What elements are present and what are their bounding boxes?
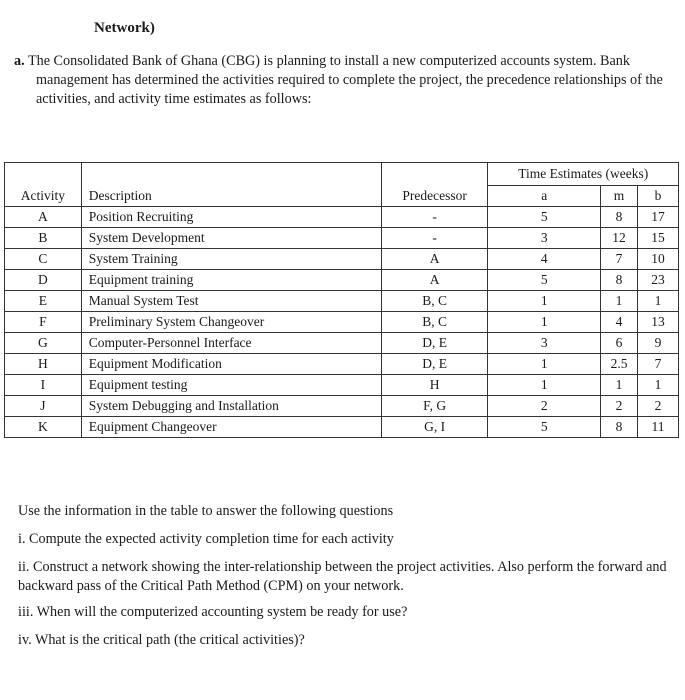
predecessor-cell: -: [381, 228, 488, 249]
most-likely-header: m: [601, 186, 638, 207]
blank-cell: [381, 163, 488, 186]
predecessor-cell: B, C: [381, 312, 488, 333]
pessimistic-header: b: [638, 186, 679, 207]
question-2: ii. Construct a network showing the inter-relationship between the project activities. Also perform the forward and backward pass of the Critical Path Method (CPM) on your network.: [18, 559, 667, 594]
most-likely-time-cell: 1: [601, 375, 638, 396]
optimistic-time-cell: 3: [488, 228, 601, 249]
description-cell: Preliminary System Changeover: [81, 312, 381, 333]
table-row: [5, 333, 679, 354]
section-heading: Network): [94, 20, 155, 36]
table-row: [5, 249, 679, 270]
activity-cell: K: [5, 417, 82, 438]
predecessor-cell: H: [381, 375, 488, 396]
problem-intro: [14, 52, 669, 109]
description-cell: System Debugging and Installation: [81, 396, 381, 417]
predecessor-cell: B, C: [381, 291, 488, 312]
pessimistic-time-cell: 23: [638, 270, 679, 291]
activity-cell: A: [5, 207, 82, 228]
optimistic-time-cell: 2: [488, 396, 601, 417]
predecessor-cell: D, E: [381, 333, 488, 354]
description-header: Description: [81, 186, 381, 207]
activity-cell: D: [5, 270, 82, 291]
most-likely-time-cell: 7: [601, 249, 638, 270]
optimistic-time-cell: 4: [488, 249, 601, 270]
predecessor-cell: -: [381, 207, 488, 228]
optimistic-time-cell: 3: [488, 333, 601, 354]
description-cell: Equipment training: [81, 270, 381, 291]
optimistic-time-cell: 1: [488, 354, 601, 375]
predecessor-cell: A: [381, 249, 488, 270]
activity-cell: J: [5, 396, 82, 417]
blank-cell: [81, 163, 381, 186]
pessimistic-time-cell: 10: [638, 249, 679, 270]
questions-lead: Use the information in the table to answer the following questions: [18, 503, 394, 519]
pessimistic-time-cell: 1: [638, 291, 679, 312]
description-cell: Manual System Test: [81, 291, 381, 312]
description-cell: Equipment Changeover: [81, 417, 381, 438]
table-row: [5, 312, 679, 333]
time-estimates-header: Time Estimates (weeks): [488, 163, 679, 186]
pessimistic-time-cell: 2: [638, 396, 679, 417]
pessimistic-time-cell: 7: [638, 354, 679, 375]
most-likely-time-cell: 12: [601, 228, 638, 249]
predecessor-cell: A: [381, 270, 488, 291]
pessimistic-time-cell: 9: [638, 333, 679, 354]
most-likely-time-cell: 8: [601, 207, 638, 228]
optimistic-time-cell: 5: [488, 207, 601, 228]
activity-cell: E: [5, 291, 82, 312]
questions-block: [18, 502, 673, 659]
optimistic-time-cell: 5: [488, 270, 601, 291]
table-row: [5, 396, 679, 417]
most-likely-time-cell: 4: [601, 312, 638, 333]
pessimistic-time-cell: 15: [638, 228, 679, 249]
part-label: a.: [14, 53, 25, 69]
optimistic-time-cell: 1: [488, 375, 601, 396]
blank-cell: [5, 163, 82, 186]
pessimistic-time-cell: 1: [638, 375, 679, 396]
pessimistic-time-cell: 13: [638, 312, 679, 333]
table-row: [5, 291, 679, 312]
optimistic-header: a: [488, 186, 601, 207]
most-likely-time-cell: 2: [601, 396, 638, 417]
predecessor-cell: D, E: [381, 354, 488, 375]
most-likely-time-cell: 2.5: [601, 354, 638, 375]
predecessor-cell: G, I: [381, 417, 488, 438]
pessimistic-time-cell: 11: [638, 417, 679, 438]
activity-cell: F: [5, 312, 82, 333]
description-cell: Position Recruiting: [81, 207, 381, 228]
activity-cell: C: [5, 249, 82, 270]
description-cell: System Development: [81, 228, 381, 249]
intro-text: The Consolidated Bank of Ghana (CBG) is planning to install a new computerized accounts system. Bank management has determined the activities required to complete the project, the precedence relationships of the activities, and activity time estimates as follows:: [27, 53, 663, 107]
table-row: [5, 375, 679, 396]
activity-cell: H: [5, 354, 82, 375]
activity-cell: I: [5, 375, 82, 396]
description-cell: Equipment testing: [81, 375, 381, 396]
most-likely-time-cell: 6: [601, 333, 638, 354]
most-likely-time-cell: 1: [601, 291, 638, 312]
predecessor-cell: F, G: [381, 396, 488, 417]
description-cell: Computer-Personnel Interface: [81, 333, 381, 354]
predecessor-header: Predecessor: [381, 186, 488, 207]
optimistic-time-cell: 5: [488, 417, 601, 438]
activity-table: [4, 162, 679, 438]
table-body: [5, 207, 679, 438]
activity-header: Activity: [5, 186, 82, 207]
table-row: [5, 228, 679, 249]
question-3: iii. When will the computerized accounting system be ready for use?: [18, 604, 408, 620]
table-row: [5, 417, 679, 438]
optimistic-time-cell: 1: [488, 291, 601, 312]
intro-paragraph: [14, 52, 669, 109]
activity-cell: G: [5, 333, 82, 354]
activity-cell: B: [5, 228, 82, 249]
question-1: i. Compute the expected activity completion time for each activity: [18, 531, 394, 547]
most-likely-time-cell: 8: [601, 270, 638, 291]
pessimistic-time-cell: 17: [638, 207, 679, 228]
table-group-header-row: [5, 163, 679, 186]
table-row: [5, 270, 679, 291]
table-row: [5, 207, 679, 228]
optimistic-time-cell: 1: [488, 312, 601, 333]
description-cell: System Training: [81, 249, 381, 270]
description-cell: Equipment Modification: [81, 354, 381, 375]
table-header-row: [5, 186, 679, 207]
question-4: iv. What is the critical path (the critical activities)?: [18, 632, 305, 648]
table-row: [5, 354, 679, 375]
most-likely-time-cell: 8: [601, 417, 638, 438]
